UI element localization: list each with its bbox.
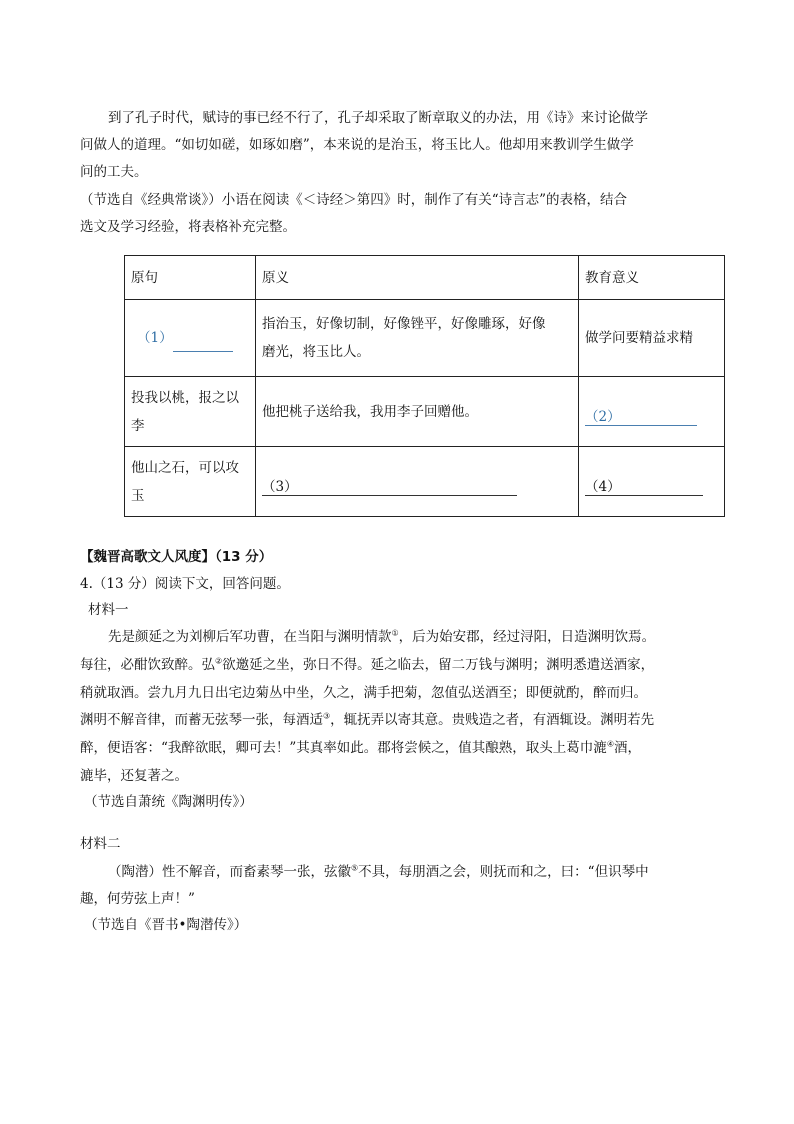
poetry-table: [124, 255, 725, 517]
blank-cell-3[interactable]: [256, 447, 579, 517]
instruction-line: 选文及学习经验，将表格补充完整。: [80, 219, 296, 235]
blank-number: （1）: [137, 330, 173, 346]
original-cell: [125, 447, 256, 517]
source-note: （节选自《经典常谈》）小语在阅读《＜诗经＞第四》时，制作了有关“诗言志”的表格，结合: [80, 192, 628, 208]
paragraph-line: 渊明不解音律，而蓄无弦琴一张，每酒适③，辄抚弄以寄其意。贵贱造之者，有酒辄设。渊明若先: [80, 711, 655, 728]
source-note: （节选自《晋书•陶潜传》）: [84, 917, 248, 933]
paragraph-line: 到了孔子时代，赋诗的事已经不行了，孔子却采取了断章取义的办法，用《诗》来讨论做学: [108, 110, 648, 126]
paragraph-line: 漉毕，还复著之。: [80, 768, 188, 784]
question-prompt: 4.（13 分）阅读下文，回答问题。: [80, 576, 290, 592]
meaning-cell: 他把桃子送给我，我用李子回赠他。: [256, 377, 579, 447]
table-row: [125, 447, 725, 517]
significance-cell: 做学问要精益求精: [579, 300, 725, 377]
paragraph-line: 先是颜延之为刘柳后军功曹，在当阳与渊明情款①，后为始安郡，经过浔阳，日造渊明饮焉。: [108, 628, 656, 645]
paragraph-line: 稍就取酒。尝九月九日出宅边菊丛中坐，久之，满手把菊，忽值弘送酒至；即便就酌，醉而归。: [80, 685, 647, 701]
header-significance: 教育意义: [579, 256, 725, 300]
table-row: [125, 300, 725, 377]
blank-line[interactable]: （2）: [585, 409, 697, 426]
material-label: 材料二: [80, 836, 121, 852]
paragraph-line: 醉，便语客：“我醉欲眠，卿可去！”其真率如此。郡将尝候之，值其酿熟，取头上葛巾漉④酒，: [80, 739, 641, 756]
blank-line[interactable]: （4）: [585, 479, 703, 496]
table-row: [125, 377, 725, 447]
header-original: 原句: [125, 256, 256, 300]
cell-text: 玉: [131, 487, 145, 504]
blank-line[interactable]: （3）: [262, 479, 517, 496]
paragraph-line: 问做人的道理。“如切如磋，如琢如磨”，本来说的是治玉，将玉比人。他却用来教训学生做学: [80, 137, 634, 153]
blank-cell-4[interactable]: [579, 447, 725, 517]
paragraph-line: 问的工夫。: [80, 164, 148, 180]
blank-line[interactable]: [173, 335, 233, 352]
section-heading: 【魏晋高歌文人风度】（13 分）: [80, 549, 273, 565]
cell-text: 李: [131, 417, 145, 434]
header-meaning: 原义: [256, 256, 579, 300]
cell-text: 他山之石，可以攻: [131, 459, 239, 476]
paragraph-line: 趣，何劳弦上声！”: [80, 891, 195, 907]
cell-text: 投我以桃，报之以: [131, 389, 239, 406]
source-note: （节选自萧统《陶渊明传》）: [84, 794, 253, 810]
paragraph-line: 每往，必酣饮致醉。弘②欲邀延之坐，弥日不得。延之临去，留二万钱与渊明；渊明悉遣送酒家，: [80, 656, 655, 673]
material-label: 材料一: [88, 602, 129, 618]
blank-cell-2[interactable]: [579, 377, 725, 447]
meaning-cell: [256, 300, 579, 377]
blank-cell-1[interactable]: [125, 300, 256, 377]
cell-text: 磨光，将玉比人。: [262, 344, 370, 360]
original-cell: [125, 377, 256, 447]
table-header-row: [125, 256, 725, 300]
paragraph-line: （陶潜）性不解音，而畜素琴一张，弦徽⑤不具，每朋酒之会，则抚而和之，曰：“但识琴中: [108, 863, 649, 880]
cell-text: 指治玉，好像切制，好像锉平，好像雕琢，好像: [262, 316, 546, 332]
